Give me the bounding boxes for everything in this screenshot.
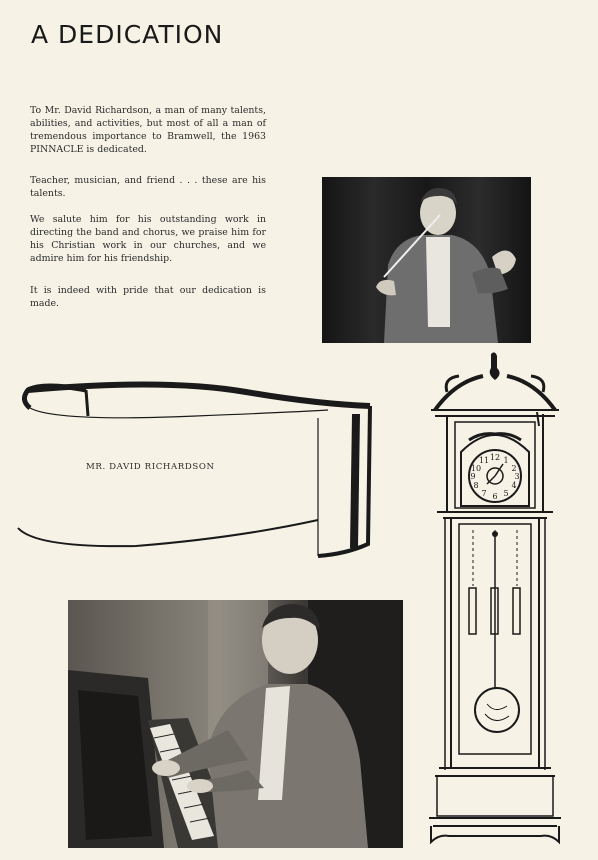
clock-numeral: 4 xyxy=(511,481,517,490)
clock-numeral: 6 xyxy=(492,492,498,501)
clock-numeral: 2 xyxy=(511,464,517,473)
clock-numeral: 3 xyxy=(514,472,520,481)
dedication-paragraph-3: We salute him for his outstanding work in directing the band and chorus, we praise him for his Christian work in our churches, and we admire him for his friendship. xyxy=(30,214,266,264)
grandfather-clock-illustration xyxy=(425,352,565,850)
conductor-photo xyxy=(322,177,531,343)
clock-numeral: 12 xyxy=(489,453,501,462)
dedication-paragraph-1: To Mr. David Richardson, a man of many talents, abilities, and activities, but most of all a man of tremendous importance to Bramwell, the 1963 PINNACLE is dedicated. xyxy=(30,105,266,155)
piano-photo-image xyxy=(68,600,403,848)
piano-photo xyxy=(68,600,403,848)
clock-numeral: 11 xyxy=(478,456,490,465)
clock-numeral: 1 xyxy=(503,456,509,465)
clock-numeral: 8 xyxy=(473,481,479,490)
clock-numeral: 7 xyxy=(481,489,487,498)
conductor-photo-image xyxy=(322,177,531,343)
clock-numeral: 10 xyxy=(470,464,482,473)
page-title: A DEDICATION xyxy=(31,20,224,49)
clock-numeral: 5 xyxy=(503,489,509,498)
clock-numeral: 9 xyxy=(470,472,476,481)
scroll-caption: MR. DAVID RICHARDSON xyxy=(86,462,215,472)
dedication-paragraph-4: It is indeed with pride that our dedication is made. xyxy=(30,285,266,309)
dedication-paragraph-2: Teacher, musician, and friend . . . these are his talents. xyxy=(30,175,266,199)
